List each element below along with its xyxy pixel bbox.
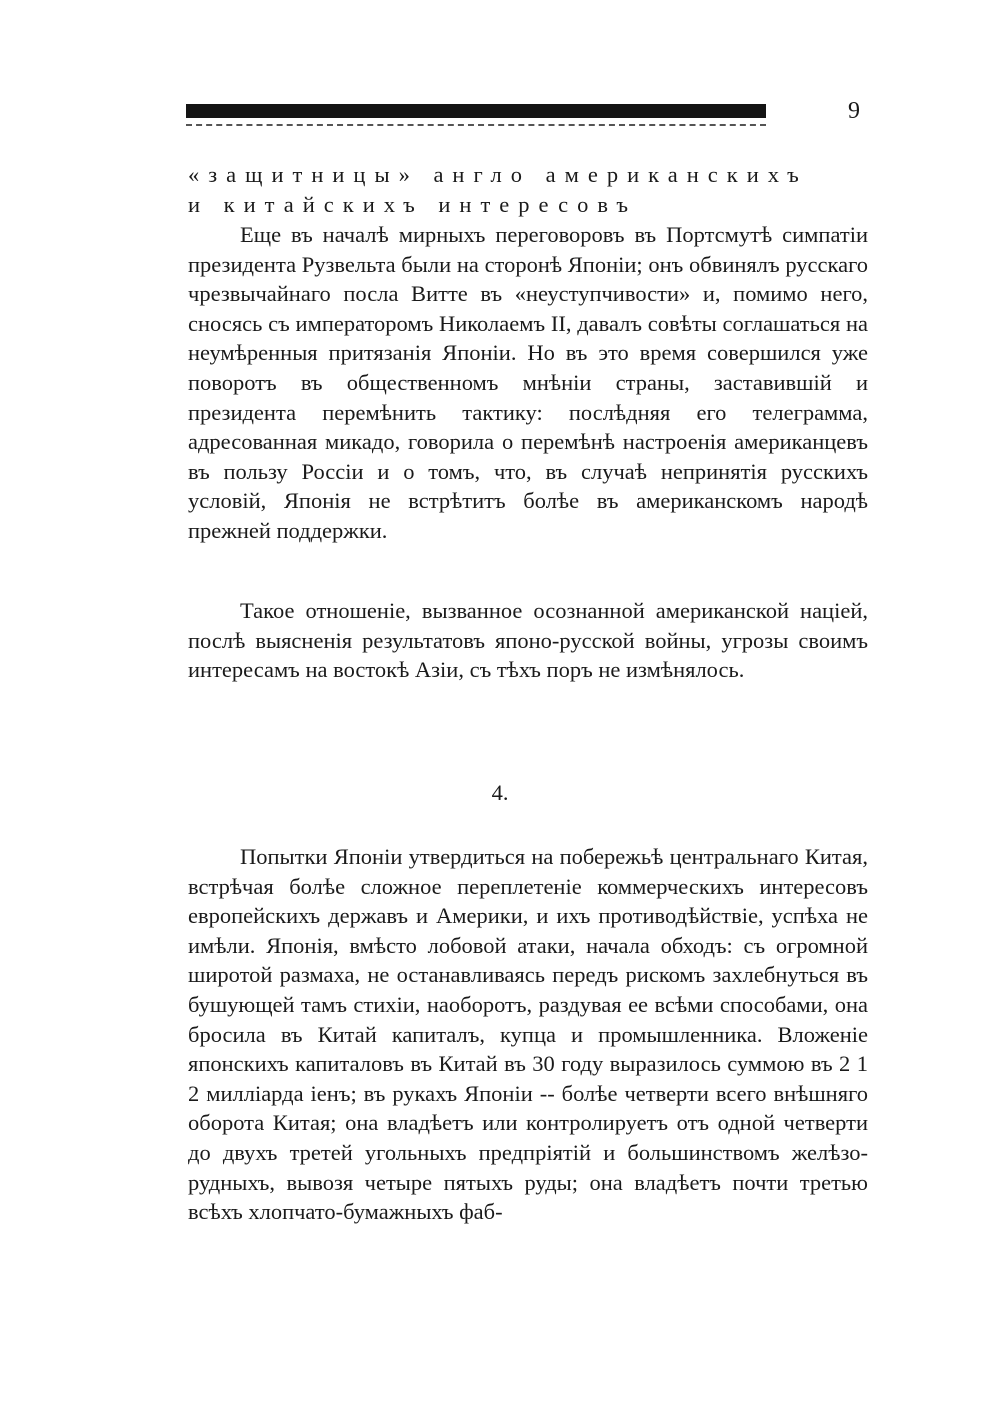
continuation-line-2: и китайскихъ интересовъ [188, 191, 638, 217]
header-rule [186, 104, 766, 118]
header-rule-thin [186, 124, 766, 126]
paragraph-1: Еще въ началѣ мирныхъ переговоровъ въ Портсмутѣ симпатіи президента Рузвельта были на сторонѣ Японіи; онъ обвинялъ русскаго чрезвычайнаго посла Витте въ «неуступчивости» и, помимо него, сносясь съ императоромъ Николаемъ II, давалъ совѣты соглашаться на неумѣренныя притязанія Японіи. Но въ это время совершился уже поворотъ въ общественномъ мнѣніи страны, заставившій и президента перемѣнить тактику: послѣдняя его телеграмма, адресованная микадо, говорила о перемѣнѣ настроенія американцевъ въ пользу Россіи и о томъ, что, въ случаѣ непринятія русскихъ условій, Японія не встрѣтитъ болѣе въ американскомъ народѣ прежней поддержки. [188, 222, 868, 543]
continuation-heading [188, 160, 868, 219]
continuation-line-1: «защитницы» англо американскихъ [188, 162, 808, 187]
paragraph-2: Такое отношеніе, вызванное осознанной американской націей, послѣ выясненія результатовъ японо-русской войны, угрозы своимъ интересамъ на востокѣ Азіи, съ тѣхъ поръ не измѣнялось. [188, 598, 868, 683]
page-number: 9 [848, 98, 860, 124]
section-number: 4. [491, 780, 509, 805]
paragraph-3: Попытки Японіи утвердиться на побережьѣ центральнаго Китая, встрѣчая болѣе сложное переплетеніе коммерческихъ интересовъ европейскихъ державъ и Америки, и ихъ противодѣйствіе, успѣха не имѣли. Японія, вмѣсто лобовой атаки, начала обходъ: съ огромной широтой размаха, не останавливаясь передъ рискомъ захлебнуться въ бушующей тамъ стихіи, наоборотъ, раздувая ее всѣми способами, она бросила въ Китай капиталъ, купца и промышленника. Вложеніе японскихъ капиталовъ въ Китай въ 30 году выразилось суммою въ 2 1 2 милліарда іенъ; въ рукахъ Японіи -- болѣе четверти всего внѣшняго оборота Китая; она владѣетъ или контролируетъ отъ одной четверти до двухъ третей угольныхъ предпріятій и большинствомъ желѣзо-рудныхъ, вывозя четыре пятыхъ руды; она владѣетъ почти третью всѣхъ хлопчато-бумажныхъ фаб- [188, 844, 868, 1225]
